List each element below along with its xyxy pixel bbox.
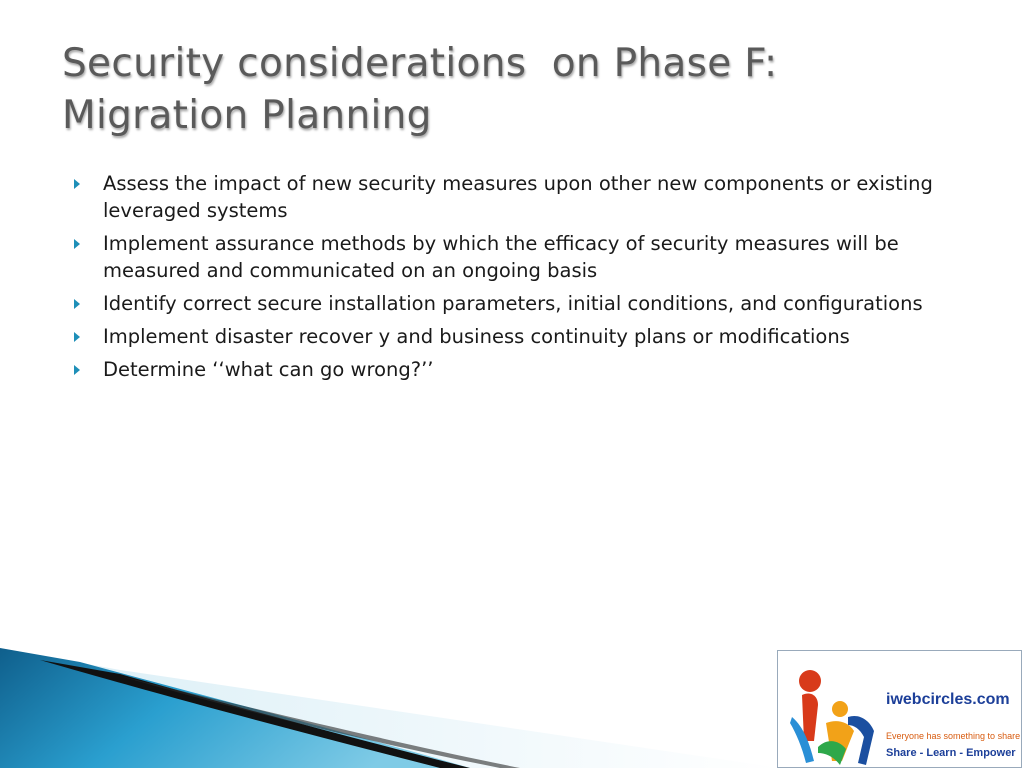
bullet-text: Implement assurance methods by which the efficacy of security measures will be measured and communicated on an ongoing basis <box>103 232 899 282</box>
triangle-bullet-icon <box>74 179 80 189</box>
logo-brand-text: iwebcircles.com <box>886 691 1010 708</box>
bullet-text: Determine ‘‘what can go wrong?’’ <box>103 358 434 381</box>
bullet-text: Implement disaster recover y and business continuity plans or modifications <box>103 325 850 348</box>
swoosh-decoration <box>0 640 780 768</box>
logo-tagline: Everyone has something to share <box>886 731 1021 741</box>
triangle-bullet-icon <box>74 365 80 375</box>
triangle-bullet-icon <box>74 299 80 309</box>
slide-title: Security considerations on Phase F: Migration Planning <box>62 41 778 138</box>
triangle-bullet-icon <box>74 332 80 342</box>
bullet-item <box>72 323 972 350</box>
people-figure-icon <box>788 657 878 768</box>
brand-logo <box>777 650 1022 768</box>
triangle-bullet-icon <box>74 239 80 249</box>
bullet-list <box>72 170 972 389</box>
bullet-text: Identify correct secure installation parameters, initial conditions, and configurations <box>103 292 923 315</box>
logo-motto: Share - Learn - Empower <box>886 747 1016 759</box>
bullet-item <box>72 230 972 284</box>
bullet-text: Assess the impact of new security measures upon other new components or existing leveraged systems <box>103 172 933 222</box>
bullet-item <box>72 290 972 317</box>
bullet-item <box>72 356 972 383</box>
bullet-item <box>72 170 972 224</box>
